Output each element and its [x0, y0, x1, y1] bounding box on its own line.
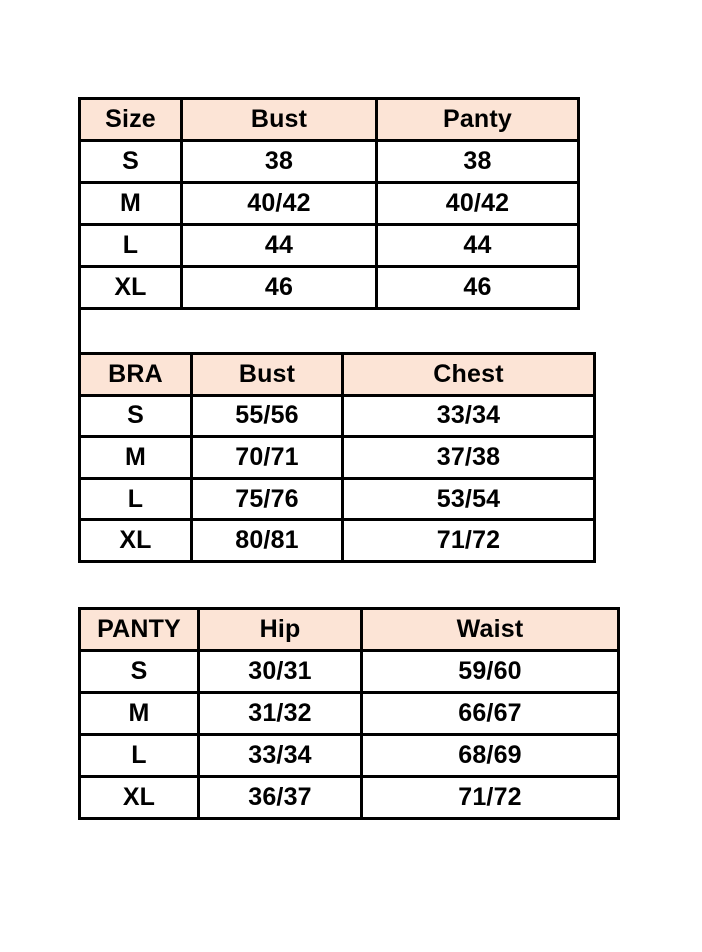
- data-cell: 36/37: [199, 777, 362, 819]
- header-cell: Hip: [199, 609, 362, 651]
- table-row: [80, 478, 595, 520]
- size-chart-table: [78, 97, 580, 310]
- size-label-cell: M: [80, 437, 192, 479]
- data-cell: 37/38: [343, 437, 595, 479]
- data-cell: 75/76: [192, 478, 343, 520]
- panty-chart-table: [78, 607, 620, 820]
- size-label-cell: S: [80, 651, 199, 693]
- size-label-cell: S: [80, 395, 192, 437]
- data-cell: 53/54: [343, 478, 595, 520]
- table-row: [80, 225, 579, 267]
- data-cell: 33/34: [343, 395, 595, 437]
- data-cell: 38: [377, 141, 579, 183]
- data-cell: 71/72: [343, 520, 595, 562]
- data-cell: 55/56: [192, 395, 343, 437]
- size-label-cell: XL: [80, 777, 199, 819]
- data-cell: 40/42: [377, 183, 579, 225]
- data-cell: 70/71: [192, 437, 343, 479]
- header-cell: Bust: [192, 354, 343, 396]
- size-label-cell: M: [80, 183, 182, 225]
- bra-chart-table: [78, 352, 596, 563]
- data-cell: 46: [182, 267, 377, 309]
- table-row: [80, 777, 619, 819]
- data-cell: 59/60: [362, 651, 619, 693]
- data-cell: 31/32: [199, 693, 362, 735]
- header-cell: Chest: [343, 354, 595, 396]
- data-cell: 44: [377, 225, 579, 267]
- data-cell: 66/67: [362, 693, 619, 735]
- size-label-cell: S: [80, 141, 182, 183]
- table-row: [80, 735, 619, 777]
- table-header-row: [80, 99, 579, 141]
- table-row: [80, 267, 579, 309]
- data-cell: 44: [182, 225, 377, 267]
- data-cell: 71/72: [362, 777, 619, 819]
- size-label-cell: L: [80, 478, 192, 520]
- size-label-cell: M: [80, 693, 199, 735]
- size-label-cell: XL: [80, 520, 192, 562]
- size-label-cell: L: [80, 735, 199, 777]
- table-row: [80, 651, 619, 693]
- size-label-cell: L: [80, 225, 182, 267]
- header-cell: BRA: [80, 354, 192, 396]
- table-row: [80, 437, 595, 479]
- header-cell: Panty: [377, 99, 579, 141]
- header-cell: Waist: [362, 609, 619, 651]
- table-header-row: [80, 354, 595, 396]
- data-cell: 30/31: [199, 651, 362, 693]
- stray-border-artifact: [78, 310, 81, 354]
- size-label-cell: XL: [80, 267, 182, 309]
- table-row: [80, 693, 619, 735]
- data-cell: 33/34: [199, 735, 362, 777]
- table-row: [80, 395, 595, 437]
- table-row: [80, 141, 579, 183]
- table-header-row: [80, 609, 619, 651]
- data-cell: 68/69: [362, 735, 619, 777]
- data-cell: 46: [377, 267, 579, 309]
- table-row: [80, 520, 595, 562]
- data-cell: 38: [182, 141, 377, 183]
- data-cell: 40/42: [182, 183, 377, 225]
- header-cell: PANTY: [80, 609, 199, 651]
- table-row: [80, 183, 579, 225]
- header-cell: Bust: [182, 99, 377, 141]
- data-cell: 80/81: [192, 520, 343, 562]
- header-cell: Size: [80, 99, 182, 141]
